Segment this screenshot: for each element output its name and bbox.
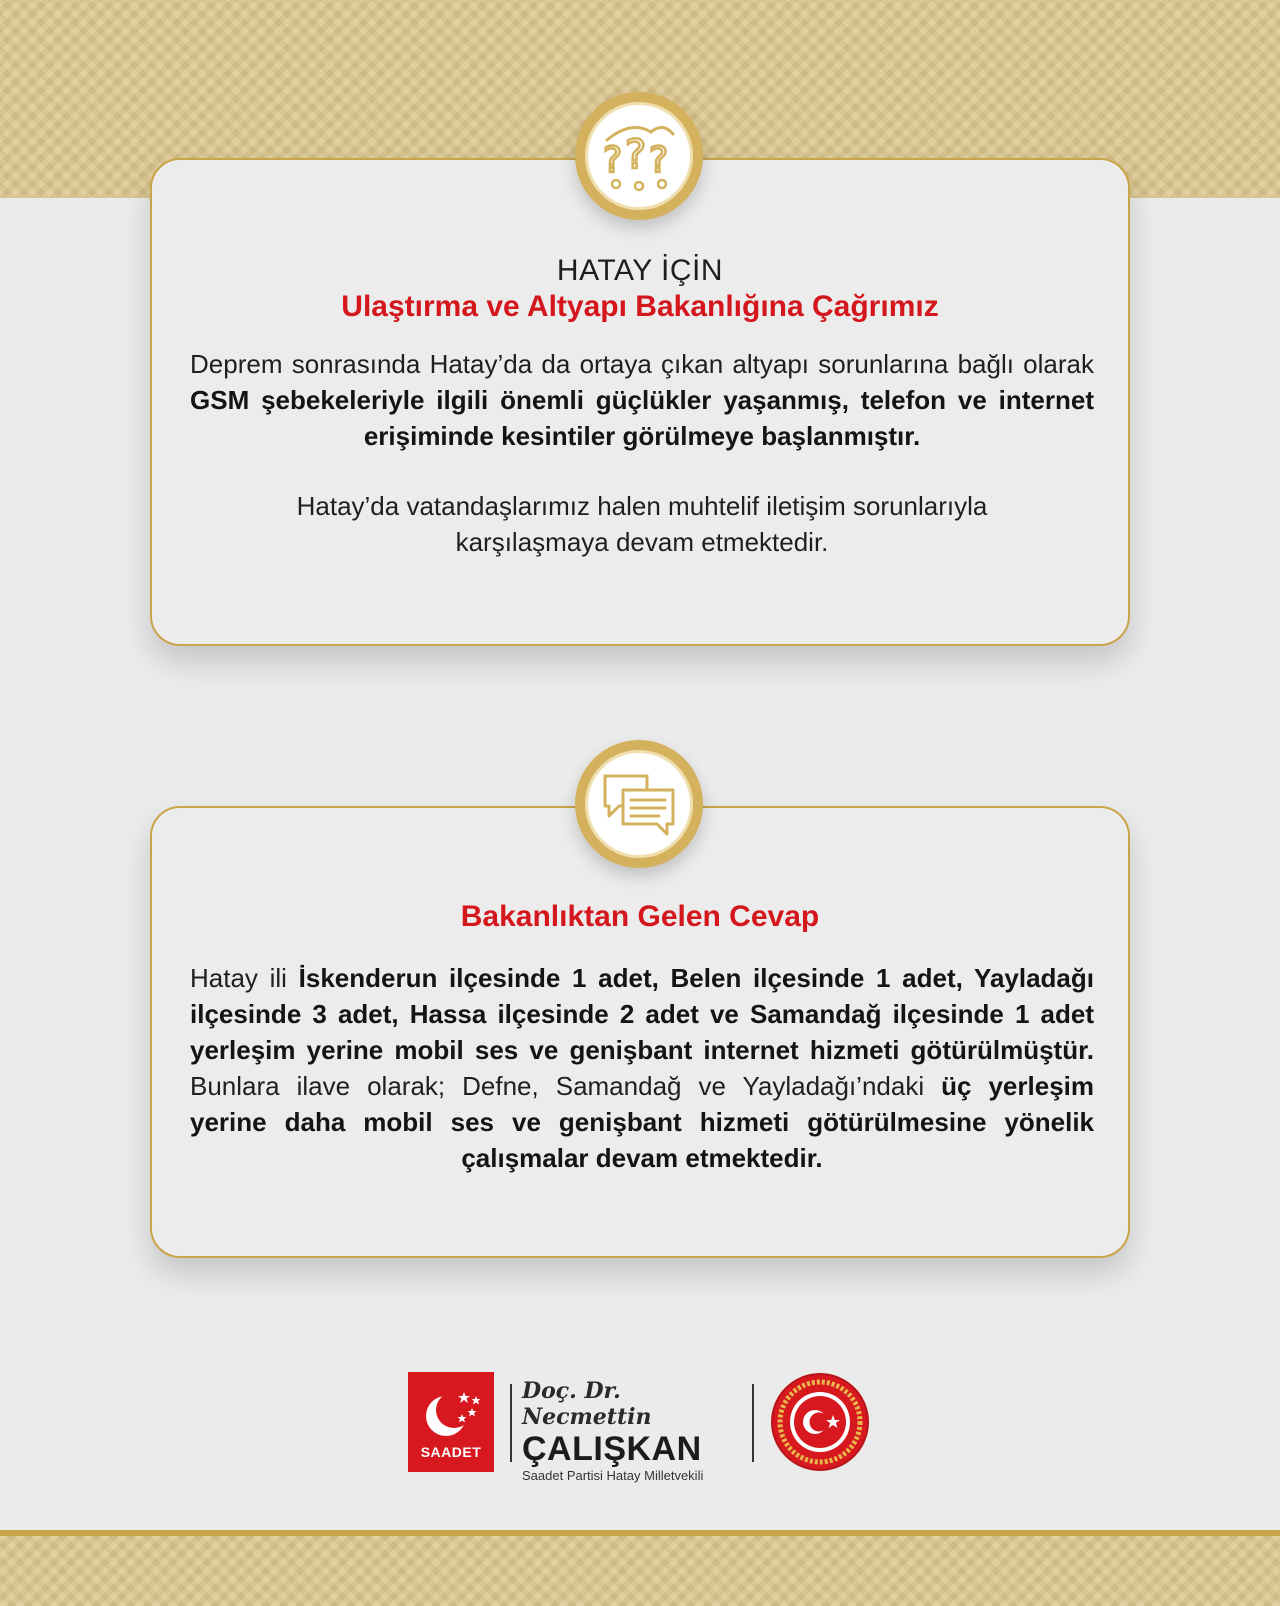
response-card xyxy=(150,806,1130,1258)
tbmm-seal-icon xyxy=(770,1372,870,1472)
party-logo-text: SAADET xyxy=(420,1444,482,1460)
card-subheading: Ulaştırma ve Altyapı Bakanlığına Çağrımız xyxy=(341,290,939,323)
signatory-surname: ÇALIŞKAN xyxy=(522,1430,702,1468)
signatory-title: Doç. Dr. Necmettin xyxy=(522,1378,652,1430)
card-paragraph-2: Hatay’da vatandaşlarımız halen muhtelif iletişim sorunlarıyla karşılaşmaya devam etmektedir. xyxy=(296,491,988,557)
chat-bubbles-icon xyxy=(597,762,681,846)
paragraph-bold-text: üç yerleşim yerine daha mobil ses ve genişbant hizmeti götürülmesine yönelik çalışmalar devam etmektedir. xyxy=(190,1071,1094,1173)
signatory-block xyxy=(522,1378,738,1484)
card-paragraph xyxy=(190,960,1094,1176)
signatory-role: Saadet Partisi Hatay Milletvekili xyxy=(522,1468,704,1483)
paragraph-text: Bunlara ilave olarak; Defne, Samandağ ve Yayladağı’ndaki xyxy=(190,1071,942,1101)
question-marks-icon xyxy=(597,114,681,198)
question-marks-icon-badge xyxy=(575,92,703,220)
card-paragraph-1 xyxy=(190,346,1094,454)
saadet-party-logo xyxy=(408,1372,494,1472)
bottom-decorative-band xyxy=(0,1530,1280,1606)
paragraph-bold-text: İskenderun ilçesinde 1 adet, Belen ilçesinde 1 adet, Yayladağı ilçesinde 3 adet, Hassa ilçesinde 2 adet ve Samandağ ilçesinde 1 adet yerleşim yerine mobil ses ve genişbant internet hizmeti götürülmüştür. xyxy=(190,963,1095,1065)
call-card xyxy=(150,158,1130,646)
svg-text:?: ? xyxy=(649,140,669,181)
paragraph-text: Hatay ili xyxy=(190,963,299,993)
chat-bubbles-icon-badge xyxy=(575,740,703,868)
svg-text:?: ? xyxy=(603,140,623,181)
divider xyxy=(752,1384,754,1462)
tbmm-seal xyxy=(770,1372,870,1472)
svg-text:?: ? xyxy=(625,132,647,178)
footer-signature xyxy=(408,1372,872,1483)
crescent-stars-icon xyxy=(418,1384,484,1440)
paragraph-text: Deprem sonrasında Hatay’da da ortaya çıkan altyapı sorunlarına bağlı olarak xyxy=(190,349,1094,379)
paragraph-bold-text: GSM şebekeleriyle ilgili önemli güçlükler yaşanmış, telefon ve internet erişiminde kesintiler görülmeye başlanmıştır. xyxy=(190,385,1094,451)
card-heading: HATAY İÇİN xyxy=(556,254,724,287)
card-heading: Bakanlıktan Gelen Cevap xyxy=(460,900,820,933)
divider xyxy=(510,1384,512,1462)
